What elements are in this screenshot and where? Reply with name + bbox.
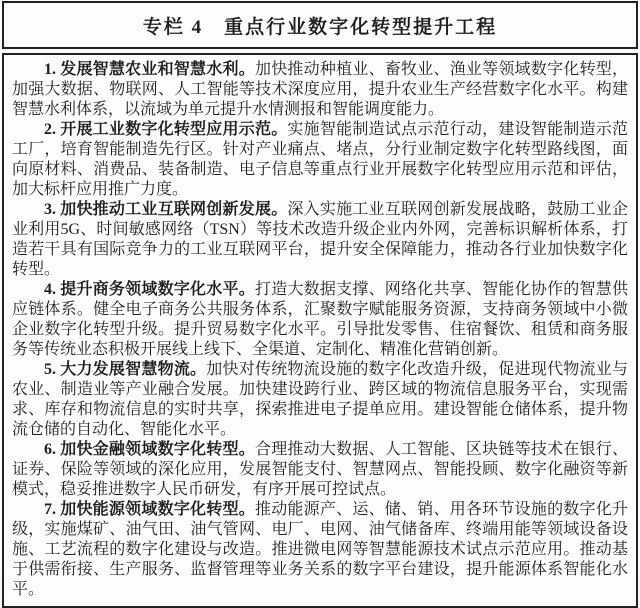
document-body: [2, 53, 638, 608]
paragraph-body-text: 加快推动种植业、畜牧业、渔业等领域数字化转型，加强大数据、物联网、人工智能等技术深度应用，提升农业生产经营数字化水平。构建智慧水利体系，以流域为单元提升水情测报和智能调度能力。: [12, 61, 628, 118]
paragraph-body-text: 推动能源产、运、储、销、用各环节设施的数字化升级，实施煤矿、油气田、油气管网、电厂、电网、油气储备库、终端用能等领域设备设施、工艺流程的数字化建设与改造。推进微电网等智慧能源技术试点示范应用。推动基于供需衔接、生产服务、监督管理等业务关系的数字平台建设，提升能源体系智能化水平。: [12, 501, 628, 598]
document-paragraph: [12, 280, 628, 360]
paragraph-body-text: 打造大数据支撑、网络化共享、智能化协作的智慧供应链体系。健全电子商务公共服务体系，汇聚数字赋能服务资源，支持商务领域中小微企业数字化转型升级。提升贸易数字化水平。引导批发零售、住宿餐饮、租赁和商务服务等传统业态积极开展线上线下、全渠道、定制化、精准化营销创新。: [12, 281, 628, 358]
document-paragraph: [12, 440, 628, 500]
document-paragraph: [12, 500, 628, 600]
paragraph-body-text: 实施智能制造试点示范行动，建设智能制造示范工厂，培育智能制造先行区。针对产业痛点、堵点，分行业制定数字化转型路线图，面向原材料、消费品、装备制造、电子信息等重点行业开展数字化转型应用示范和评估，加大标杆应用推广力度。: [12, 121, 628, 198]
paragraph-body-text: 深入实施工业互联网创新发展战略，鼓励工业企业利用5G、时间敏感网络（TSN）等技术改造升级企业内外网，完善标识解析体系，打造若干具有国际竞争力的工业互联网平台，提升安全保障能力，推动各行业加快数字化转型。: [12, 201, 628, 278]
paragraph-body-text: 加快对传统物流设施的数字化改造升级，促进现代物流业与农业、制造业等产业融合发展。加快建设跨行业、跨区域的物流信息服务平台，实现需求、库存和物流信息的实时共享，探索推进电子提单应用。建设智能仓储体系，提升物流仓储的自动化、智能化水平。: [12, 361, 628, 438]
paragraph-lead-sentence: 1. 发展智慧农业和智慧水利。: [44, 61, 255, 78]
paragraph-lead-sentence: 4. 提升商务领域数字化水平。: [44, 281, 255, 298]
document-paragraph: [12, 200, 628, 280]
column-title-box: [2, 1, 638, 49]
document-paragraph: [12, 60, 628, 120]
column-title: 专栏 4 重点行业数字化转型提升工程: [142, 17, 498, 38]
document-paragraph: [12, 360, 628, 440]
paragraph-lead-sentence: 5. 大力发展智慧物流。: [44, 361, 207, 378]
paragraph-lead-sentence: 6. 加快金融领域数字化转型。: [44, 441, 255, 458]
paragraph-body-text: 合理推动大数据、人工智能、区块链等技术在银行、证券、保险等领域的深化应用，发展智能支付、智慧网点、智能投顾、数字化融资等新模式，稳妥推进数字人民币研发，有序开展可控试点。: [12, 441, 628, 498]
paragraph-lead-sentence: 2. 开展工业数字化转型应用示范。: [44, 121, 288, 138]
paragraph-lead-sentence: 7. 加快能源领域数字化转型。: [44, 501, 255, 518]
document-paragraph: [12, 120, 628, 200]
paragraph-lead-sentence: 3. 加快推动工业互联网创新发展。: [44, 201, 288, 218]
